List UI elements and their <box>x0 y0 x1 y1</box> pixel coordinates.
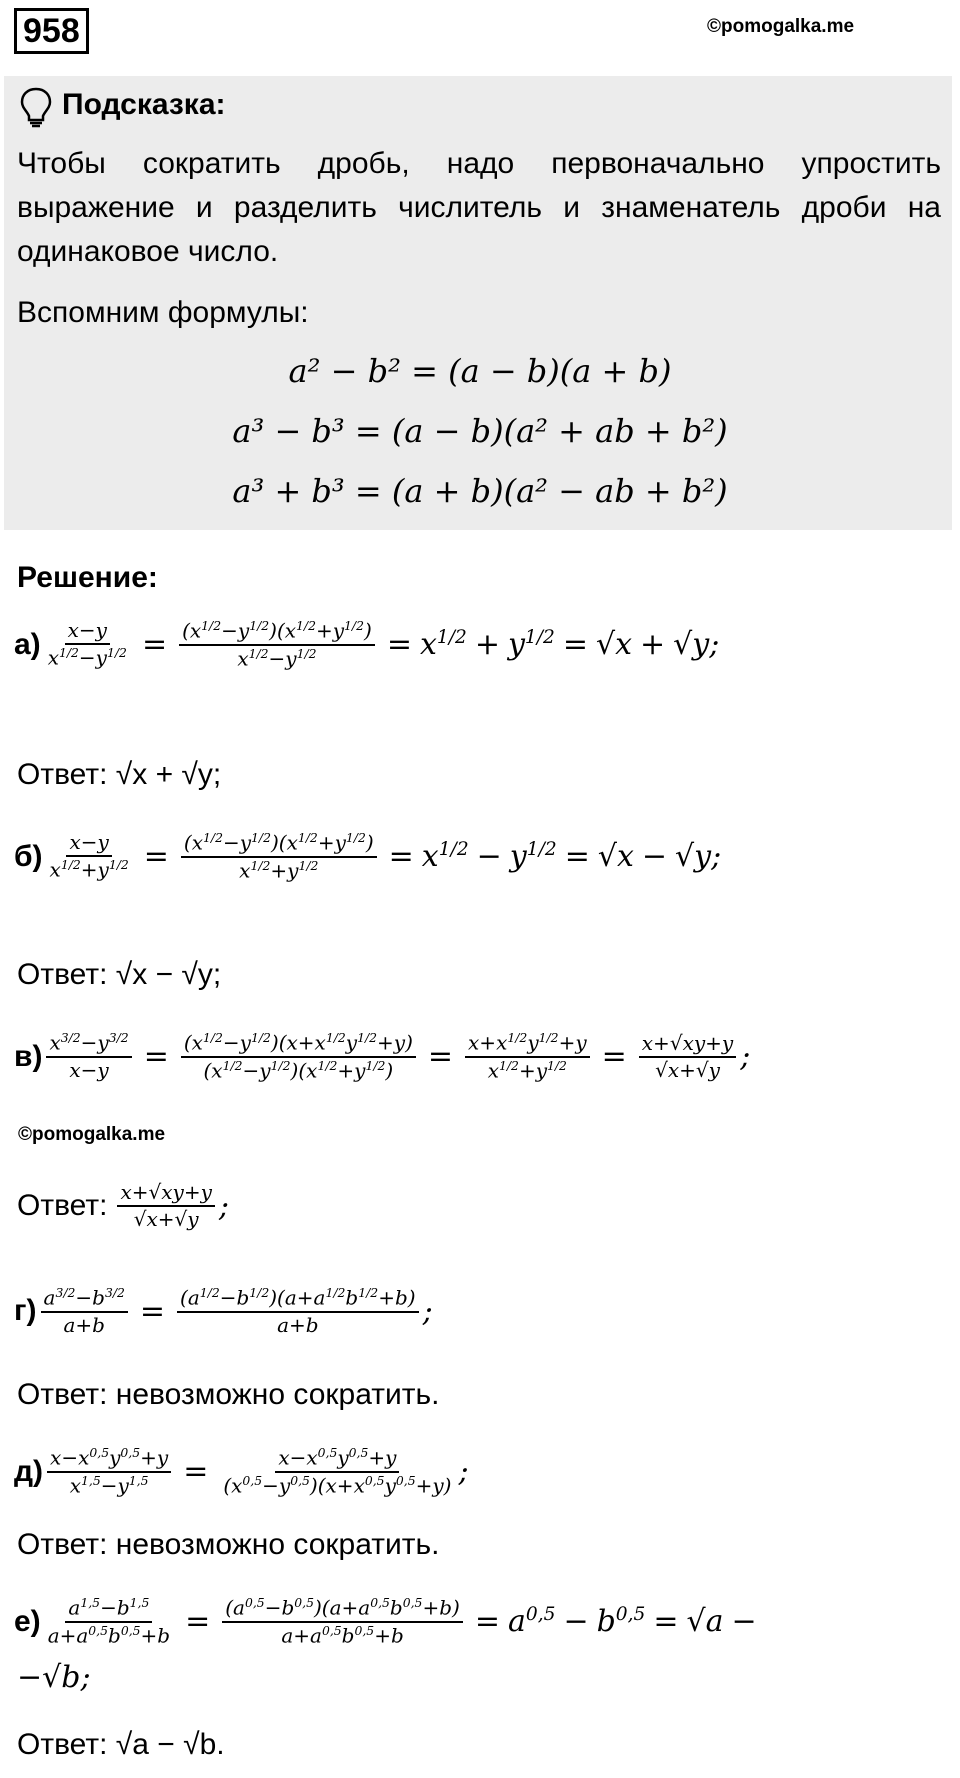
fraction: $\frac{x-x^{0,5}y^{0,5}+y}{x^{1,5}-y^{1,5}}$ <box>47 1445 171 1498</box>
task-number: 958 <box>14 8 89 54</box>
formula-diff-squares: a² − b² = (a − b)(a + b) <box>288 352 672 390</box>
answer-d: Ответ: невозможно сократить. <box>17 1528 440 1561</box>
fraction: $\frac{a^{1,5}-b^{1,5}}{a+a^{0,5}b^{0,5}+b}$ <box>47 1595 171 1648</box>
solution-e: е) $\frac{a^{1,5}-b^{1,5}}{a+a^{0,5}b^{0,5}+b}$ = $\frac{(a^{0,5}-b^{0,5})(a+a^{0,5}b^{0,5}+b)}{a+a^{0,5}b^{0,5}+b}$ = $a^{0,5}$ − $b^{0,5}$ = √a − <box>14 1595 757 1648</box>
fraction: $\frac{(x^{1/2}-y^{1/2})(x+x^{1/2}y^{1/2}+y)}{(x^{1/2}-y^{1/2})(x^{1/2}+y^{1/2})}$ <box>181 1030 416 1083</box>
answer-v: Ответ: $\frac{x+√xy+y}{√x+√y}$ ; <box>17 1180 229 1231</box>
hint-title: Подсказка: <box>62 88 226 121</box>
fraction: $\frac{x-y}{x^{1/2}+y^{1/2}}$ <box>49 830 129 882</box>
fraction: $\frac{(a^{1/2}-b^{1/2})(a+a^{1/2}b^{1/2}+b)}{a+b}$ <box>177 1285 419 1338</box>
answer-a: Ответ: √x + √y; <box>17 758 222 791</box>
solution-v: в) $\frac{x^{3/2}-y^{3/2}}{x-y}$ = $\frac{(x^{1/2}-y^{1/2})(x+x^{1/2}y^{1/2}+y)}{(x^{1/2}-y^{1/2})(x^{1/2}+y^{1/2})}$ = $\frac{x+x^{1/2}y^{1/2}+y}{x^{1/2}+y^{1/2}}$ = $\frac{x+√xy+y}{√x+√y}$ ; <box>14 1030 751 1083</box>
formula-sum-cubes: a³ + b³ = (a + b)(a² − ab + b²) <box>232 472 728 510</box>
answer-e: Ответ: √a − √b. <box>17 1728 225 1761</box>
solution-a: а) $\frac{x-y}{x^{1/2}-y^{1/2}}$ = $\frac{(x^{1/2}-y^{1/2})(x^{1/2}+y^{1/2})}{x^{1/2}-y^{1/2}}$ = $x^{1/2}$ + $y^{1/2}$ = √x + √y; <box>14 618 720 671</box>
solution-g: г) $\frac{a^{3/2}-b^{3/2}}{a+b}$ = $\frac{(a^{1/2}-b^{1/2})(a+a^{1/2}b^{1/2}+b)}{a+b}$ ; <box>14 1285 433 1337</box>
fraction: $\frac{x^{3/2}-y^{3/2}}{x-y}$ <box>46 1030 131 1083</box>
fraction: $\frac{(a^{0,5}-b^{0,5})(a+a^{0,5}b^{0,5}+b)}{a+a^{0,5}b^{0,5}+b}$ <box>222 1595 463 1648</box>
label-b: б) <box>14 839 43 873</box>
fraction: $\frac{x+√xy+y}{√x+√y}$ <box>639 1031 736 1083</box>
fraction: $\frac{(x^{1/2}-y^{1/2})(x^{1/2}+y^{1/2})}{x^{1/2}+y^{1/2}}$ <box>181 830 377 883</box>
hint-text: Чтобы сократить дробь, надо первоначально упростить выражение и разделить числитель и знаменатель дроби на одинаковое число. <box>17 147 941 268</box>
label-a: а) <box>14 627 41 661</box>
answer-v-label: Ответ: <box>17 1189 108 1222</box>
label-d: д) <box>14 1454 44 1488</box>
fraction: $\frac{(x^{1/2}-y^{1/2})(x^{1/2}+y^{1/2})}{x^{1/2}-y^{1/2}}$ <box>179 618 375 671</box>
label-e: е) <box>14 1604 41 1638</box>
label-v: в) <box>14 1039 43 1073</box>
fraction: $\frac{a^{3/2}-b^{3/2}}{a+b}$ <box>41 1285 128 1338</box>
fraction: $\frac{x-y}{x^{1/2}-y^{1/2}}$ <box>47 618 127 670</box>
answer-b: Ответ: √x − √y; <box>17 958 222 991</box>
lightbulb-icon <box>18 86 54 128</box>
recall-label: Вспомним формулы: <box>17 296 309 329</box>
fraction: $\frac{x-x^{0,5}y^{0,5}+y}{(x^{0,5}-y^{0,5})(x+x^{0,5}y^{0,5}+y)}$ <box>223 1445 452 1498</box>
fraction: $\frac{x+√xy+y}{√x+√y}$ <box>117 1180 214 1232</box>
site-label: ©pomogalka.me <box>707 16 855 37</box>
fraction: $\frac{x+x^{1/2}y^{1/2}+y}{x^{1/2}+y^{1/2}}$ <box>465 1030 590 1083</box>
formula-diff-cubes: a³ − b³ = (a − b)(a² + ab + b²) <box>232 412 728 450</box>
solution-d: д) $\frac{x-x^{0,5}y^{0,5}+y}{x^{1,5}-y^{1,5}}$ = $\frac{x-x^{0,5}y^{0,5}+y}{(x^{0,5}-y^{0,5})(x+x^{0,5}y^{0,5}+y)}$ ; <box>14 1445 469 1498</box>
solution-title: Решение: <box>17 561 158 594</box>
watermark: ©pomogalka.me <box>18 1124 166 1145</box>
solution-b: б) $\frac{x-y}{x^{1/2}+y^{1/2}}$ = $\frac{(x^{1/2}-y^{1/2})(x^{1/2}+y^{1/2})}{x^{1/2}+y^{1/2}}$ = $x^{1/2}$ − $y^{1/2}$ = √x − √y; <box>14 830 722 883</box>
label-g: г) <box>14 1294 37 1328</box>
solution-e-cont: −√b; <box>17 1660 91 1695</box>
answer-g: Ответ: невозможно сократить. <box>17 1378 440 1411</box>
